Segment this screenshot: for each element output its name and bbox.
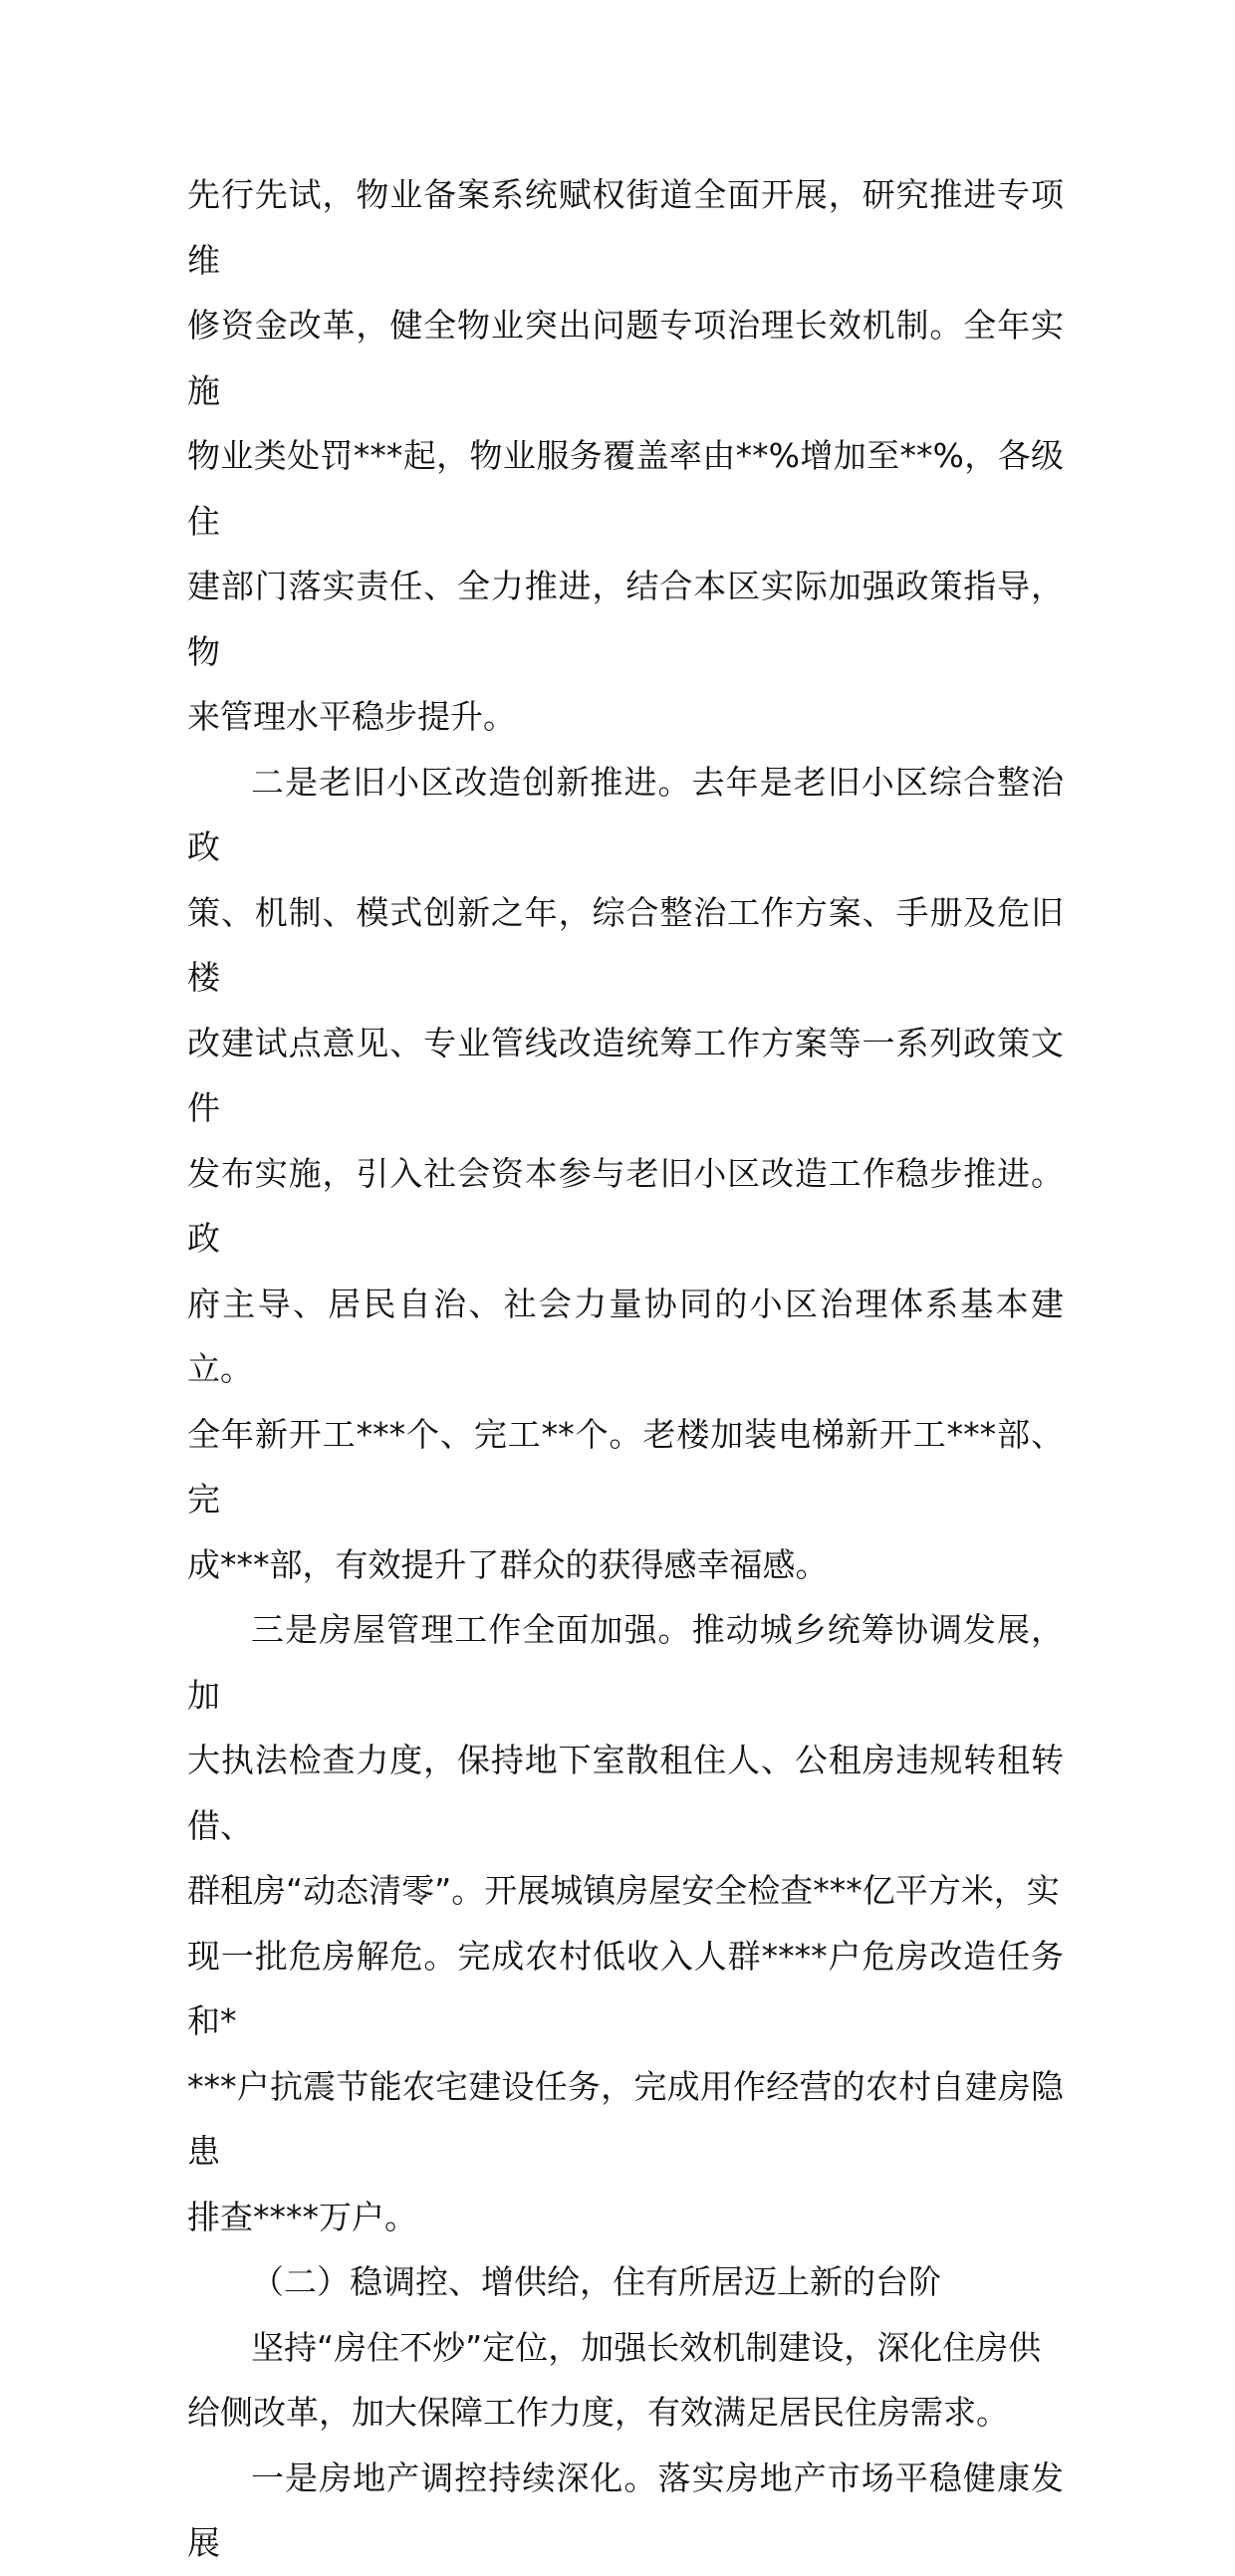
paragraph-housing-policy: 坚持“房住不炒”定位，加强长效机制建设，深化住房供 给侧改革，加大保障工作力度，有效满足居民住房需求。 — [187, 2327, 1042, 2432]
paragraph-housing-management: 三是房屋管理工作全面加强。推动城乡统筹协调发展，加 大执法检查力度，保持地下室散租住人、公租房违规转租转借、 群租房“动态清零”。开展城镇房屋安全检查***亿平方米，实 现一批危房解危。完成农村低收入人群****户危房改造任务和* ***户抗震节能农宅建设任务，完成用作经营的农村自建房隐患 排查****万户。 — [187, 1610, 1064, 2236]
section-heading-2: （二）稳调控、增供给，住有所居迈上新的台阶 — [251, 2262, 941, 2301]
paragraph-old-community-renovation: 二是老旧小区改造创新推进。去年是老旧小区综合整治政 策、机制、模式创新之年，综合整治工作方案、手册及危旧楼 改建试点意见、专业管线改造统筹工作方案等一系列政策文件 发布实施，引入社会资本参与老旧小区改造工作稳步推进。政 府主导、居民自治、社会力量协同的小区治理体系基本建立。 全年新开工***个、完工**个。老楼加装电梯新开工***部、完 成***部，有效提升了群众的获得感幸福感。 — [187, 762, 1064, 1584]
document-body — [187, 162, 1064, 2576]
paragraph-real-estate-regulation: 一是房地产调控持续深化。落实房地产市场平稳健康发展 — [187, 2458, 1064, 2562]
paragraph-property-management: 先行先试，物业备案系统赋权街道全面开展，研究推进专项维 修资金改革，健全物业突出问题专项治理长效机制。全年实施 物业类处罚***起，物业服务覆盖率由**%增加至**%，各级住 建部门落实责任、全力推进，结合本区实际加强政策指导，物 来管理水平稳步提升。 — [187, 175, 1064, 736]
